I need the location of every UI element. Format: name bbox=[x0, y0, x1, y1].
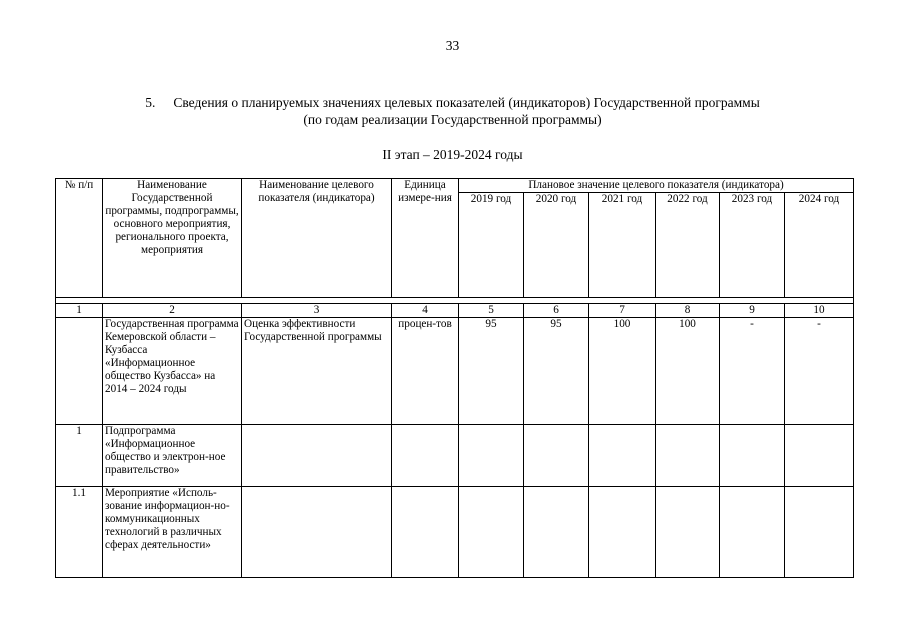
page-number: 33 bbox=[445, 38, 460, 53]
heading-line-1: Сведения о планируемых значениях целевых показателей (индикаторов) Государственной программы bbox=[173, 95, 760, 110]
heading-line-2: (по годам реализации Государственной программы) bbox=[303, 112, 602, 127]
row-value bbox=[720, 425, 785, 487]
header-row-1 bbox=[56, 179, 854, 193]
column-number: 3 bbox=[242, 304, 392, 318]
row-value bbox=[459, 487, 524, 578]
column-number: 1 bbox=[56, 304, 103, 318]
column-number: 10 bbox=[785, 304, 854, 318]
row-value bbox=[785, 487, 854, 578]
column-number: 5 bbox=[459, 304, 524, 318]
column-number: 2 bbox=[103, 304, 242, 318]
header-year: 2021 год bbox=[589, 193, 656, 298]
row-name: Мероприятие «Исполь-зование информацион-но-коммуникационных технологий в различных сферах деятельности» bbox=[103, 487, 242, 578]
section-heading bbox=[0, 94, 905, 128]
row-value bbox=[785, 425, 854, 487]
row-value: 95 bbox=[459, 318, 524, 425]
table-row bbox=[56, 425, 854, 487]
row-value: - bbox=[785, 318, 854, 425]
header-unit: Единица измере-ния bbox=[392, 179, 459, 298]
header-indicator-name: Наименование целевого показателя (индикатора) bbox=[242, 179, 392, 298]
row-indicator bbox=[242, 487, 392, 578]
row-value bbox=[589, 487, 656, 578]
row-value: - bbox=[720, 318, 785, 425]
row-value: 100 bbox=[589, 318, 656, 425]
section-number: 5. bbox=[145, 95, 156, 110]
row-value bbox=[589, 425, 656, 487]
column-number: 7 bbox=[589, 304, 656, 318]
column-number: 6 bbox=[524, 304, 589, 318]
header-num: № п/п bbox=[56, 179, 103, 298]
row-name: Подпрограмма «Информационное общество и электрон-ное правительство» bbox=[103, 425, 242, 487]
indicators-table bbox=[55, 178, 854, 578]
row-num: 1.1 bbox=[56, 487, 103, 578]
row-value bbox=[656, 425, 720, 487]
row-value bbox=[524, 487, 589, 578]
row-indicator: Оценка эффективности Государственной программы bbox=[242, 318, 392, 425]
row-num: 1 bbox=[56, 425, 103, 487]
header-year: 2022 год bbox=[656, 193, 720, 298]
row-indicator bbox=[242, 425, 392, 487]
column-number: 9 bbox=[720, 304, 785, 318]
header-year: 2023 год bbox=[720, 193, 785, 298]
row-unit bbox=[392, 487, 459, 578]
header-planned-value: Плановое значение целевого показателя (индикатора) bbox=[459, 179, 854, 193]
column-numbers-row bbox=[56, 304, 854, 318]
row-value: 100 bbox=[656, 318, 720, 425]
row-name: Государственная программа Кемеровской области – Кузбасса «Информационное общество Кузбасса» на 2014 – 2024 годы bbox=[103, 318, 242, 425]
header-year: 2020 год bbox=[524, 193, 589, 298]
header-program-name: Наименование Государственной программы, подпрограммы, основного мероприятия, регионального проекта, мероприятия bbox=[103, 179, 242, 298]
row-unit: процен-тов bbox=[392, 318, 459, 425]
row-value bbox=[459, 425, 524, 487]
table-row bbox=[56, 487, 854, 578]
row-unit bbox=[392, 425, 459, 487]
header-year: 2024 год bbox=[785, 193, 854, 298]
row-value bbox=[720, 487, 785, 578]
header-year: 2019 год bbox=[459, 193, 524, 298]
row-value bbox=[656, 487, 720, 578]
row-value bbox=[524, 425, 589, 487]
stage-title: II этап – 2019-2024 годы bbox=[382, 147, 523, 162]
row-num bbox=[56, 318, 103, 425]
column-number: 8 bbox=[656, 304, 720, 318]
table-row bbox=[56, 318, 854, 425]
column-number: 4 bbox=[392, 304, 459, 318]
row-value: 95 bbox=[524, 318, 589, 425]
